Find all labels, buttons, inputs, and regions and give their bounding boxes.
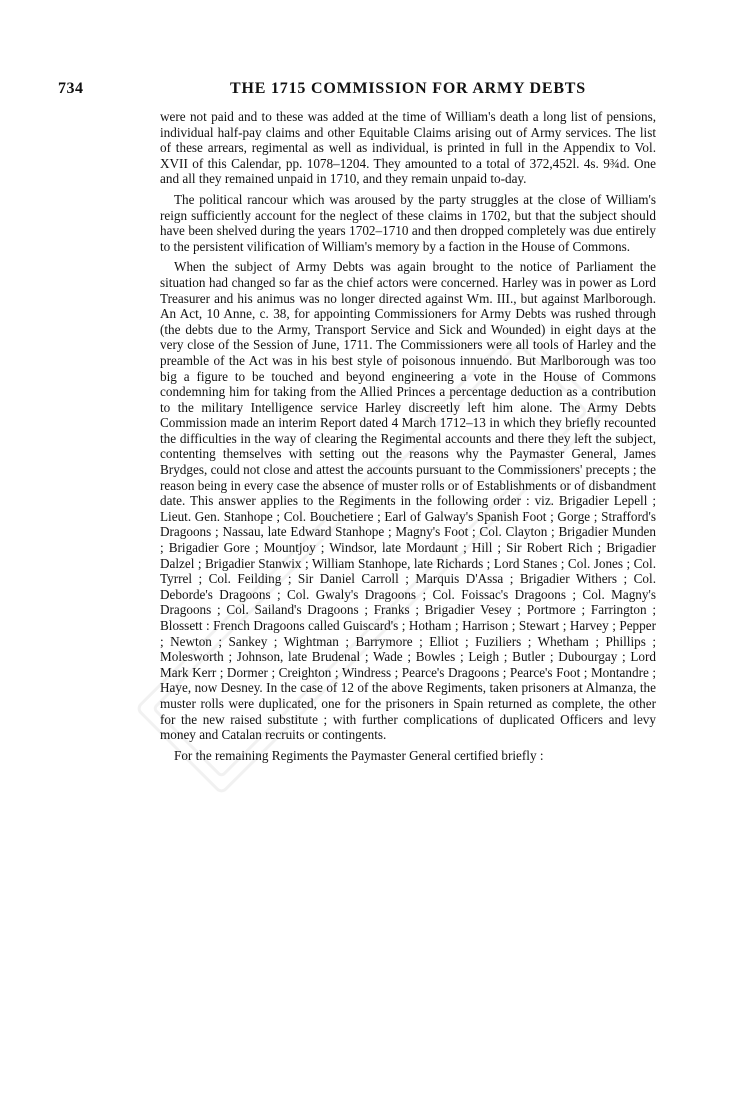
paragraph: The political rancour which was aroused by the party struggles at the close of William's reign sufficiently account for the neglect of these claims in 1702, but that the subject should have been shelved during the years 1702–1710 and then dropped completely was due entirely to the persistent vilification of William's memory by a faction in the House of Commons. <box>160 191 656 254</box>
paragraph: For the remaining Regiments the Paymaster General certified briefly : <box>174 747 544 763</box>
page-number: 734 <box>58 80 84 97</box>
running-head: THE 1715 COMMISSION FOR ARMY DEBTS <box>230 80 586 97</box>
body-text <box>160 109 656 768</box>
page-header <box>58 80 658 104</box>
paragraph: were not paid and to these was added at the time of William's death a long list of pensions, individual half-pay claims and other Equitable Claims arising out of Army services. The list of these arrears, regimental as well as individual, is printed in full in the Appendix to Vol. XVII of this Calendar, pp. 1078–1204. They amounted to a total of 372,452l. 4s. 9¾d. One and all they remained unpaid in 1710, and they remain unpaid to-day. <box>160 109 656 187</box>
paragraph: When the subject of Army Debts was again brought to the notice of Parliament the situation had changed so far as the chief actors were concerned. Harley was in power as Lord Treasurer and his animus was no longer directed against Wm. III., but against Marlborough. An Act, 10 Anne, c. 38, for appointing Commissioners for Army Debts was rushed through (the debts due to the Army, Transport Service and Sick and Wounded) in eight days at the very close of the Session of June, 1711. The Commissioners were all tools of Harley and the preamble of the Act was in his best style of poisonous innuendo. But Marlborough was too big a figure to be touched and beyond engineering a vote in the House of Commons condemning him for taking from the Allied Princes a percentage deduction as a contribution to the military Intelligence service Harley discreetly left him alone. The Army Debts Commission made an interim Report dated 4 March 1712–13 in which they briefly recounted the difficulties in the way of clearing the Regimental accounts and there they left the subject, contenting themselves with setting out the reasons why the Paymaster General, James Brydges, could not close and attest the accounts pursuant to the Commissioners' precepts ; the reason being in every case the absence of muster rolls or of Establishments or of disbandment date. This answer applies to the Regiments in the following order : viz. Brigadier Lepell ; Lieut. Gen. Stanhope ; Col. Bouchetiere ; Earl of Galway's Spanish Foot ; Gorge ; Strafford's Dragoons ; Nassau, late Edward Stanhope ; Magny's Foot ; Col. Clayton ; Brigadier Munden ; Brigadier Gore ; Mountjoy ; Windsor, late Mordaunt ; Hill ; Sir Robert Rich ; Brigadier Dalzel ; Brigadier Stanwix ; William Stanhope, late Richards ; Lord Stanes ; Col. Jones ; Col. Tyrrel ; Col. Feilding ; Sir Daniel Carroll ; Marquis D'Assa ; Brigadier Withers ; Col. Deborde's Dragoons ; Col. Gwaly's Dragoons ; Col. Foissac's Dragoons ; Col. Magny's Dragoons ; Col. Sailand's Dragoons ; Franks ; Brigadier Vesey ; Portmore ; Farrington ; Blossett : French Dragoons called Guiscard's ; Hotham ; Harrison ; Stewart ; Harvey ; Pepper ; Newton ; Sankey ; Wightman ; Barrymore ; Elliot ; Fuziliers ; Whetham ; Phillips ; Molesworth ; Johnson, late Brudenal ; Wade ; Bowles ; Leigh ; Butler ; Dubourgay ; Lord Mark Kerr ; Dormer ; Creighton ; Windress ; Pearce's Dragoons ; Pearce's Foot ; Montandre ; Haye, now Desney. In the case of 12 of the above Regiments, taken prisoners at Almanza, the muster rolls were duplicated, one for the prisoners in Spain returned as complete, the other for the new raised substitute ; with further complications of duplicated Officers and levy money and Catalan recruits or contingents. <box>160 259 656 743</box>
